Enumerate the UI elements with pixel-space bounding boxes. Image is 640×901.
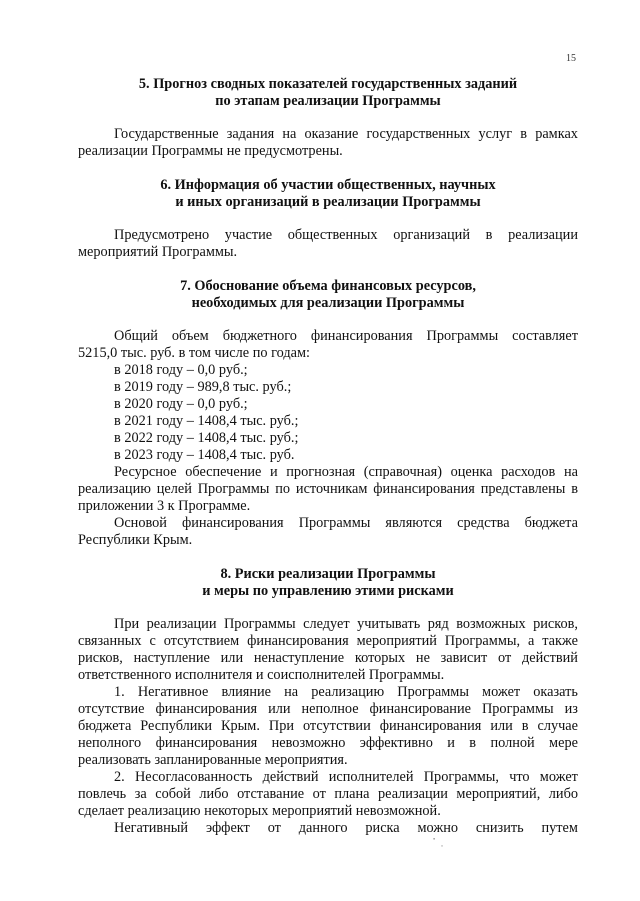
year-funding-item: в 2023 году – 1408,4 тыс. руб.	[114, 447, 295, 463]
word: от	[498, 650, 512, 666]
section-8-paragraph-line	[78, 735, 578, 752]
section-8-title-line-1: 8. Риски реализации Программы	[220, 566, 436, 582]
word: финансирования	[310, 328, 413, 344]
word: представлены	[480, 481, 566, 497]
section-8-paragraph-line	[114, 820, 578, 837]
word: источникам	[295, 481, 368, 497]
word: на	[284, 684, 299, 700]
word: а	[527, 633, 535, 649]
section-8-paragraph-line: реализовать запланированные мероприятия.	[78, 752, 348, 768]
word: финансирования	[155, 735, 258, 751]
word: реализацию	[78, 481, 151, 497]
word: финансирования	[247, 633, 349, 649]
section-8-paragraph-line	[78, 701, 578, 718]
word: Государственные	[114, 126, 219, 142]
word: влияние	[221, 684, 272, 700]
word: отсутствии	[302, 718, 371, 734]
word: случае	[537, 718, 578, 734]
section-7-paragraph-line	[78, 481, 578, 498]
scan-mark-2: ˙	[440, 842, 444, 856]
section-7-title-line-2: необходимых для реализации Программы	[191, 295, 465, 311]
word: Общий	[114, 328, 158, 344]
year-funding-item: в 2018 году – 0,0 руб.;	[114, 362, 248, 378]
word: отсутствием	[163, 633, 240, 649]
word: следует	[303, 616, 350, 632]
word: Ресурсное	[114, 464, 177, 480]
word: может	[539, 769, 578, 785]
section-8-title-line-2: и меры по управлению этими рисками	[202, 583, 454, 599]
word: из	[564, 701, 578, 717]
word: Программы	[223, 616, 296, 632]
year-funding-item: в 2019 году – 989,8 тыс. руб.;	[114, 379, 292, 395]
word: мере	[549, 735, 578, 751]
word: Программы,	[423, 769, 499, 785]
year-funding-item: в 2021 году – 1408,4 тыс. руб.;	[114, 413, 299, 429]
word: мероприятий	[356, 633, 437, 649]
word: риска	[365, 820, 400, 836]
word: также	[542, 633, 578, 649]
word: зависит	[440, 650, 488, 666]
section-8-paragraph-line	[114, 769, 578, 786]
word: связанных	[78, 633, 142, 649]
section-5-paragraph-line	[114, 126, 578, 143]
word: организаций	[393, 227, 470, 243]
word: При	[114, 616, 140, 632]
word: рисков,	[533, 616, 578, 632]
word: действий	[262, 769, 319, 785]
word: оказание	[304, 126, 359, 142]
section-8-paragraph-line	[78, 633, 578, 650]
word: возможных	[456, 616, 526, 632]
word: данного	[298, 820, 348, 836]
word: Крым.	[220, 718, 260, 734]
word: и	[269, 464, 278, 480]
word: по	[275, 481, 291, 497]
word: исполнителей	[328, 769, 414, 785]
word: (справочная)	[363, 464, 442, 480]
word: мероприятий,	[456, 786, 541, 802]
word: задания	[226, 126, 275, 142]
word: Программы	[426, 328, 499, 344]
word: обеспечение	[185, 464, 262, 480]
word: наступление	[133, 650, 210, 666]
word: целей	[156, 481, 192, 497]
section-6-title-line-1: 6. Информация об участии общественных, научных	[160, 177, 496, 193]
word: общественных	[287, 227, 378, 243]
word: отсутствие	[78, 701, 145, 717]
word: может	[482, 684, 521, 700]
word: можно	[417, 820, 459, 836]
word: Негативное	[137, 684, 209, 700]
page-number: 15	[566, 53, 576, 64]
word: участие	[224, 227, 273, 243]
word: Негативный	[114, 820, 189, 836]
word: 2.	[114, 769, 125, 785]
section-5-paragraph-line: реализации Программы не предусмотрены.	[78, 143, 343, 159]
word: Программы,	[444, 633, 521, 649]
word: бюджетного	[222, 328, 297, 344]
section-8-paragraph-line: ответственного исполнителя и соисполнителей Программы.	[78, 667, 445, 683]
word: в	[485, 227, 493, 243]
section-7-paragraph-line	[114, 464, 578, 481]
word: полной	[490, 735, 535, 751]
word: на	[563, 464, 578, 480]
word: реализации	[146, 616, 217, 632]
word: бюджета	[524, 515, 578, 531]
word: Несогласованность	[134, 769, 253, 785]
word: составляет	[512, 328, 578, 344]
word: от	[312, 786, 326, 802]
word: средства	[457, 515, 510, 531]
word: 1.	[114, 684, 125, 700]
word: Программы	[481, 701, 554, 717]
word: действий	[521, 650, 578, 666]
word: оказать	[533, 684, 578, 700]
word: Основой	[114, 515, 167, 531]
word: в	[469, 735, 477, 751]
word: невозможно	[271, 735, 346, 751]
word: рамках	[535, 126, 578, 142]
section-5-title-line-2: по этапам реализации Программы	[215, 93, 441, 109]
word: Программы	[397, 684, 469, 700]
word: отставание	[237, 786, 305, 802]
word: не	[415, 650, 430, 666]
word: расходов	[501, 464, 556, 480]
word: рисков,	[78, 650, 123, 666]
section-7-paragraph-line: приложении 3 к Программе.	[78, 498, 251, 514]
word: финансирования	[373, 481, 475, 497]
word: неполное	[301, 701, 359, 717]
word: эффект	[205, 820, 250, 836]
section-7-paragraph-line	[114, 515, 578, 532]
section-8-paragraph-line: сделает реализацию некоторых мероприятий невозможной.	[78, 803, 441, 819]
word: которых	[354, 650, 406, 666]
word: на	[282, 126, 297, 142]
word: в	[520, 126, 528, 142]
section-8-paragraph-line	[78, 786, 578, 803]
word: неполного	[78, 735, 142, 751]
word: услуг	[478, 126, 513, 142]
word: повлечь	[78, 786, 127, 802]
word: собой	[155, 786, 191, 802]
word: либо	[199, 786, 229, 802]
word: являются	[385, 515, 443, 531]
section-7-paragraph-line: Республики Крым.	[78, 532, 193, 548]
word: за	[134, 786, 147, 802]
section-6-title-line-2: и иных организаций в реализации Программы	[175, 194, 481, 210]
section-8-paragraph-line	[114, 684, 578, 701]
scan-mark-1: ⋅	[432, 832, 437, 846]
word: Программы	[197, 481, 270, 497]
word: оценка	[450, 464, 493, 480]
word: или	[220, 650, 244, 666]
word: от	[267, 820, 281, 836]
word: эффективно	[359, 735, 433, 751]
word: прогнозная	[286, 464, 356, 480]
word: Программы	[298, 515, 371, 531]
year-funding-item: в 2020 году – 0,0 руб.;	[114, 396, 248, 412]
word: плана	[334, 786, 370, 802]
word: и	[447, 735, 455, 751]
word: реализацию	[311, 684, 385, 700]
word: финансирования	[379, 718, 482, 734]
word: ряд	[427, 616, 449, 632]
word: реализации	[508, 227, 578, 243]
word: с	[149, 633, 156, 649]
section-5-title-line-1: 5. Прогноз сводных показателей государственных заданий	[138, 76, 518, 92]
word: Предусмотрено	[114, 227, 210, 243]
word: объем	[171, 328, 209, 344]
word: или	[490, 718, 513, 734]
word: в	[521, 718, 529, 734]
section-8-paragraph-line	[78, 718, 578, 735]
year-funding-item: в 2022 году – 1408,4 тыс. руб.;	[114, 430, 299, 446]
section-8-paragraph-line	[78, 650, 578, 667]
word: путем	[541, 820, 578, 836]
word: ненаступление	[253, 650, 345, 666]
word: либо	[548, 786, 578, 802]
word: снизить	[475, 820, 524, 836]
word: Республики	[140, 718, 213, 734]
word: финансирования	[181, 515, 284, 531]
word: или	[268, 701, 291, 717]
word: государственных	[366, 126, 471, 142]
section-8-paragraph-line	[114, 616, 578, 633]
section-6-paragraph-line: мероприятий Программы.	[78, 244, 238, 260]
word: финансирования	[155, 701, 258, 717]
section-7-paragraph-line: 5215,0 тыс. руб. в том числе по годам:	[78, 345, 310, 361]
word: что	[509, 769, 530, 785]
word: При	[268, 718, 294, 734]
word: бюджета	[78, 718, 132, 734]
word: учитывать	[357, 616, 421, 632]
word: в	[571, 481, 578, 497]
word: финансирование	[369, 701, 471, 717]
section-7-paragraph-line	[114, 328, 578, 345]
section-6-paragraph-line	[114, 227, 578, 244]
section-7-title-line-1: 7. Обоснование объема финансовых ресурсов,	[180, 278, 476, 294]
word: реализации	[378, 786, 448, 802]
